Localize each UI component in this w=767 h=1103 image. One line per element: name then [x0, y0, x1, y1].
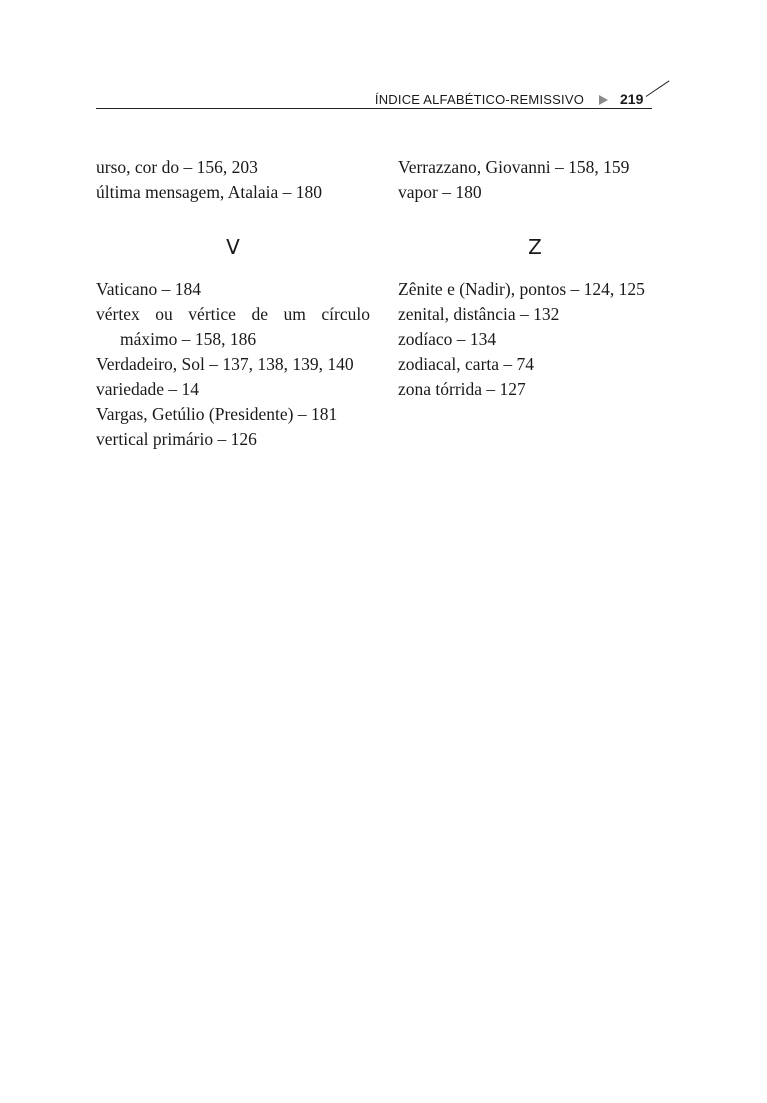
section-letter-z: Z: [528, 235, 542, 259]
section-letter-v: V: [226, 235, 240, 259]
index-entry: urso, cor do – 156, 203: [96, 157, 258, 177]
right-column: [398, 155, 672, 402]
index-entry: Vaticano – 184: [96, 279, 201, 299]
index-entry: zona tórrida – 127: [398, 379, 526, 399]
index-entry: vertical primário – 126: [96, 429, 257, 449]
index-entry: Verrazzano, Giovanni – 158, 159: [398, 157, 630, 177]
header-slash: [646, 80, 670, 96]
index-entry: zodiacal, carta – 74: [398, 354, 535, 374]
index-entry: última mensagem, Atalaia – 180: [96, 182, 322, 202]
index-entry: vértex ou vértice de um círculo máximo – 158, 186: [96, 304, 370, 349]
index-entry: vapor – 180: [398, 182, 482, 202]
header-title: ÍNDICE ALFABÉTICO-REMISSIVO: [374, 92, 584, 107]
index-entry: Verdadeiro, Sol – 137, 138, 139, 140: [96, 354, 354, 374]
index-entry: zodíaco – 134: [398, 329, 497, 349]
triangle-arrow-icon: [599, 95, 608, 105]
index-entry: Vargas, Getúlio (Presidente) – 181: [96, 404, 338, 424]
header-rule: [96, 108, 652, 109]
index-entry: zenital, distância – 132: [398, 304, 560, 324]
index-entry: Zênite e (Nadir), pontos – 124, 125: [398, 279, 645, 299]
page-number: 219: [620, 91, 644, 107]
running-header: [96, 84, 676, 114]
left-column: [96, 155, 370, 452]
index-entry: variedade – 14: [96, 379, 200, 399]
